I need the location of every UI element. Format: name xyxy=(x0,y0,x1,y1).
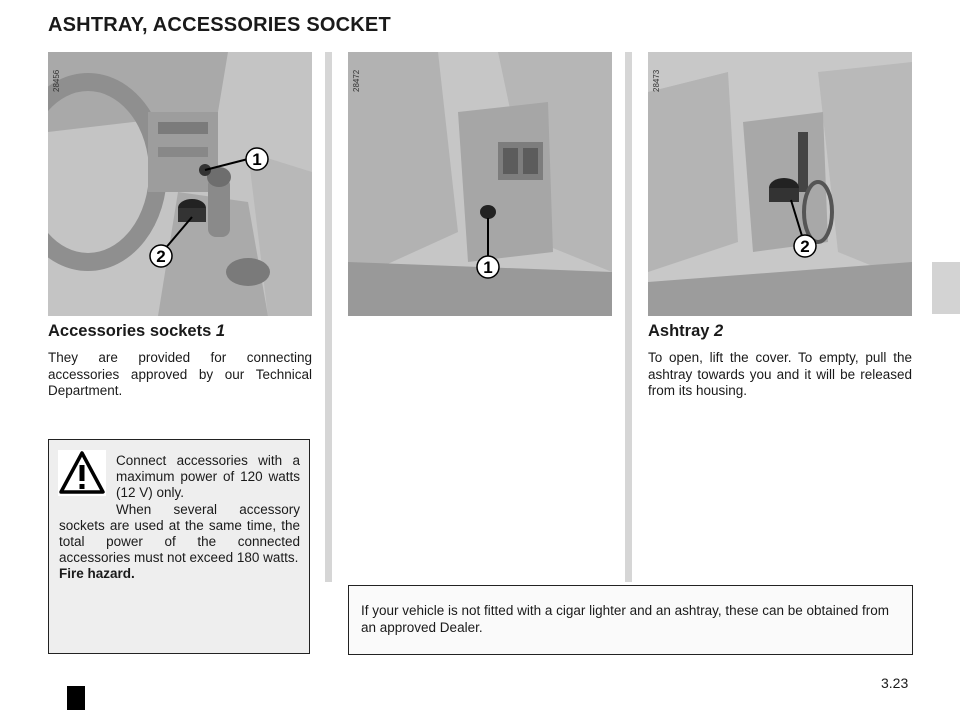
callout-1: 1 xyxy=(252,150,262,169)
warning-fire-hazard: Fire hazard. xyxy=(59,566,135,582)
ashtray-heading xyxy=(648,322,723,341)
accessories-text: They are provided for connecting accessories approved by our Technical Department. xyxy=(48,350,312,398)
column-divider xyxy=(325,52,332,582)
info-box xyxy=(348,585,913,655)
ashtray-heading-number: 2 xyxy=(714,322,724,340)
accessories-heading xyxy=(48,322,225,341)
page-title: ASHTRAY, ACCESSORIES SOCKET xyxy=(48,14,391,36)
page-number: 3.23 xyxy=(881,675,909,691)
rear-console-illustration xyxy=(348,52,612,316)
callout-2: 2 xyxy=(800,237,810,256)
figure-code: 28472 xyxy=(352,69,361,92)
figure-rear-console xyxy=(348,52,612,316)
callout-1: 1 xyxy=(483,258,493,277)
callout-2: 2 xyxy=(156,247,166,266)
accessories-heading-text: Accessories sockets xyxy=(48,322,212,340)
warning-text xyxy=(59,453,300,583)
ashtray-heading-text: Ashtray xyxy=(648,322,710,340)
ashtray-text: To open, lift the cover. To empty, pull the ashtray towards you and it will be released from its housing. xyxy=(648,350,912,398)
corner-mark xyxy=(67,686,85,710)
chapter-tab xyxy=(932,262,960,314)
figure-rear-ashtray xyxy=(648,52,912,316)
column-divider xyxy=(625,52,632,582)
figure-code: 28456 xyxy=(52,69,61,92)
warning-box xyxy=(48,439,310,654)
figure-code: 28473 xyxy=(652,69,661,92)
warning-multiple-sockets: When several accessory sockets are used at the same time, the total power of the connected accessories must not exceed 180 watts. xyxy=(59,501,300,566)
warning-power-limit: Connect accessories with a maximum power of 120 watts (12 V) only. xyxy=(116,453,300,501)
dashboard-illustration xyxy=(48,52,312,316)
accessories-heading-number: 1 xyxy=(215,322,226,340)
info-text: If your vehicle is not fitted with a cigar lighter and an ashtray, these can be obtained from an approved Dealer. xyxy=(361,603,890,635)
figure-dashboard xyxy=(48,52,312,316)
rear-ashtray-illustration xyxy=(648,52,912,316)
